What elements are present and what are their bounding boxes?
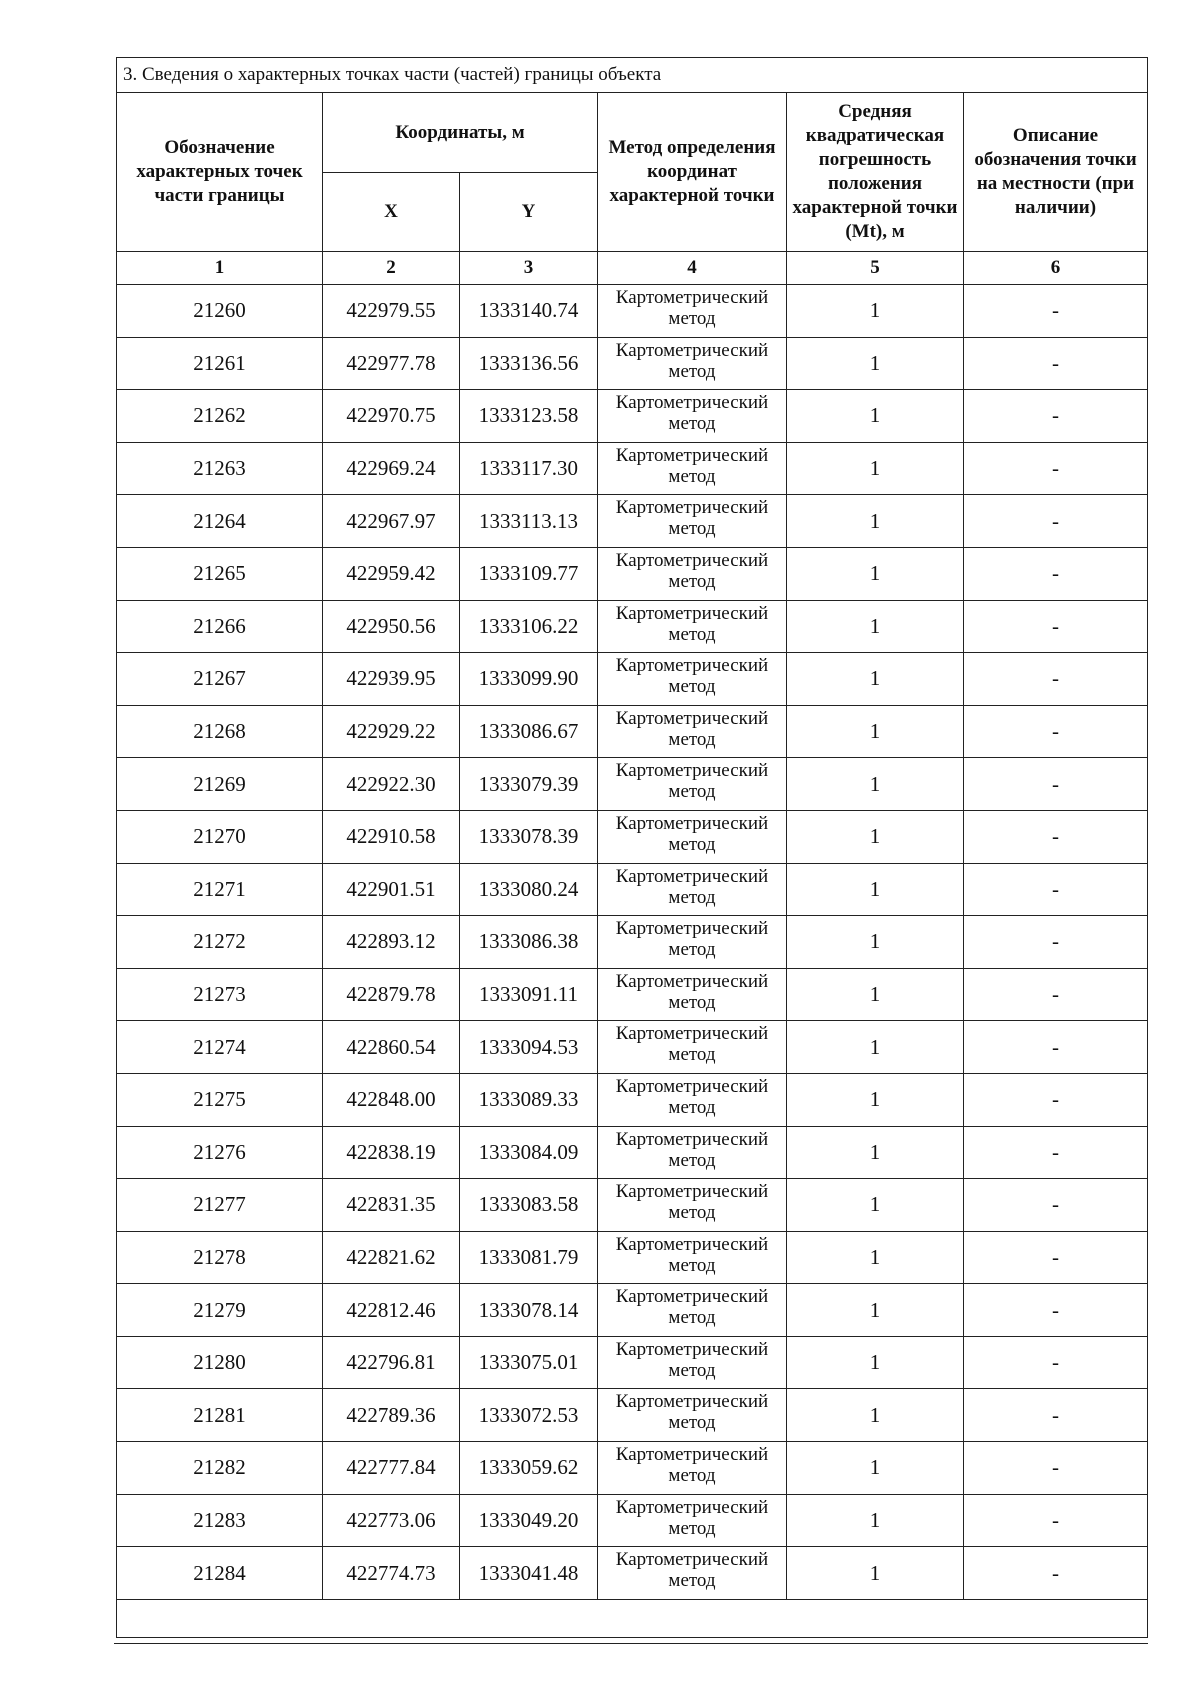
empty-footer-row (117, 1599, 1148, 1637)
table-body (117, 285, 1148, 1600)
coord-x-cell: 422967.97 (323, 495, 460, 548)
error-cell: 1 (787, 1494, 964, 1547)
point-id-cell: 21274 (117, 1021, 323, 1074)
method-cell: Картометрический метод (598, 337, 787, 390)
coord-y-cell: 1333059.62 (460, 1442, 598, 1495)
header-description: Описание обозначения точки на местности (при наличии) (964, 93, 1148, 252)
method-cell: Картометрический метод (598, 968, 787, 1021)
coord-y-cell: 1333078.39 (460, 810, 598, 863)
description-cell: - (964, 547, 1148, 600)
coord-x-cell: 422777.84 (323, 1442, 460, 1495)
coord-x-cell: 422910.58 (323, 810, 460, 863)
point-id-cell: 21267 (117, 653, 323, 706)
method-cell: Картометрический метод (598, 1389, 787, 1442)
error-cell: 1 (787, 968, 964, 1021)
method-cell: Картометрический метод (598, 810, 787, 863)
method-cell: Картометрический метод (598, 1442, 787, 1495)
header-method: Метод определения координат характерной точки (598, 93, 787, 252)
method-cell: Картометрический метод (598, 1073, 787, 1126)
coord-y-cell: 1333084.09 (460, 1126, 598, 1179)
point-id-cell: 21282 (117, 1442, 323, 1495)
method-cell: Картометрический метод (598, 442, 787, 495)
error-cell: 1 (787, 863, 964, 916)
coord-y-cell: 1333083.58 (460, 1179, 598, 1232)
description-cell: - (964, 1284, 1148, 1337)
method-cell: Картометрический метод (598, 1126, 787, 1179)
description-cell: - (964, 1021, 1148, 1074)
coord-x-cell: 422893.12 (323, 916, 460, 969)
coord-x-cell: 422950.56 (323, 600, 460, 653)
coord-x-cell: 422929.22 (323, 705, 460, 758)
header-y: Y (460, 173, 598, 252)
point-id-cell: 21273 (117, 968, 323, 1021)
error-cell: 1 (787, 810, 964, 863)
point-id-cell: 21280 (117, 1336, 323, 1389)
table-row (117, 600, 1148, 653)
bottom-rule (114, 1643, 1148, 1644)
method-cell: Картометрический метод (598, 1284, 787, 1337)
table-row (117, 916, 1148, 969)
table-row (117, 337, 1148, 390)
coord-y-cell: 1333079.39 (460, 758, 598, 811)
method-cell: Картометрический метод (598, 285, 787, 338)
coord-y-cell: 1333080.24 (460, 863, 598, 916)
method-cell: Картометрический метод (598, 1021, 787, 1074)
point-id-cell: 21260 (117, 285, 323, 338)
description-cell: - (964, 968, 1148, 1021)
point-id-cell: 21263 (117, 442, 323, 495)
coord-y-cell: 1333136.56 (460, 337, 598, 390)
column-numbers-row (117, 252, 1148, 285)
table-row (117, 863, 1148, 916)
error-cell: 1 (787, 916, 964, 969)
point-id-cell: 21283 (117, 1494, 323, 1547)
coord-y-cell: 1333117.30 (460, 442, 598, 495)
error-cell: 1 (787, 600, 964, 653)
point-id-cell: 21262 (117, 390, 323, 443)
column-number: 2 (323, 252, 460, 285)
error-cell: 1 (787, 653, 964, 706)
point-id-cell: 21264 (117, 495, 323, 548)
coord-x-cell: 422879.78 (323, 968, 460, 1021)
error-cell: 1 (787, 285, 964, 338)
table-row (117, 1179, 1148, 1232)
description-cell: - (964, 1073, 1148, 1126)
coord-x-cell: 422922.30 (323, 758, 460, 811)
error-cell: 1 (787, 1442, 964, 1495)
column-number: 5 (787, 252, 964, 285)
coord-x-cell: 422812.46 (323, 1284, 460, 1337)
coord-y-cell: 1333106.22 (460, 600, 598, 653)
point-id-cell: 21278 (117, 1231, 323, 1284)
error-cell: 1 (787, 758, 964, 811)
error-cell: 1 (787, 1126, 964, 1179)
header-x: X (323, 173, 460, 252)
table-row (117, 285, 1148, 338)
method-cell: Картометрический метод (598, 600, 787, 653)
table-row (117, 547, 1148, 600)
description-cell: - (964, 1442, 1148, 1495)
point-id-cell: 21281 (117, 1389, 323, 1442)
header-designation: Обозначение характерных точек части границы (117, 93, 323, 252)
coord-x-cell: 422959.42 (323, 547, 460, 600)
method-cell: Картометрический метод (598, 1231, 787, 1284)
table-row (117, 1021, 1148, 1074)
error-cell: 1 (787, 390, 964, 443)
description-cell: - (964, 705, 1148, 758)
point-id-cell: 21265 (117, 547, 323, 600)
description-cell: - (964, 495, 1148, 548)
method-cell: Картометрический метод (598, 495, 787, 548)
method-cell: Картометрический метод (598, 1547, 787, 1600)
method-cell: Картометрический метод (598, 1494, 787, 1547)
error-cell: 1 (787, 547, 964, 600)
coord-x-cell: 422939.95 (323, 653, 460, 706)
description-cell: - (964, 1547, 1148, 1600)
description-cell: - (964, 1389, 1148, 1442)
method-cell: Картометрический метод (598, 547, 787, 600)
coord-y-cell: 1333041.48 (460, 1547, 598, 1600)
description-cell: - (964, 1231, 1148, 1284)
coord-y-cell: 1333091.11 (460, 968, 598, 1021)
coord-x-cell: 422848.00 (323, 1073, 460, 1126)
table-row (117, 1547, 1148, 1600)
coord-x-cell: 422977.78 (323, 337, 460, 390)
method-cell: Картометрический метод (598, 758, 787, 811)
point-id-cell: 21269 (117, 758, 323, 811)
coord-y-cell: 1333089.33 (460, 1073, 598, 1126)
point-id-cell: 21261 (117, 337, 323, 390)
coord-x-cell: 422774.73 (323, 1547, 460, 1600)
table-row (117, 1442, 1148, 1495)
coord-x-cell: 422821.62 (323, 1231, 460, 1284)
point-id-cell: 21271 (117, 863, 323, 916)
error-cell: 1 (787, 1073, 964, 1126)
coord-y-cell: 1333109.77 (460, 547, 598, 600)
description-cell: - (964, 337, 1148, 390)
error-cell: 1 (787, 1021, 964, 1074)
description-cell: - (964, 285, 1148, 338)
coord-y-cell: 1333113.13 (460, 495, 598, 548)
method-cell: Картометрический метод (598, 1179, 787, 1232)
error-cell: 1 (787, 495, 964, 548)
description-cell: - (964, 442, 1148, 495)
coord-x-cell: 422831.35 (323, 1179, 460, 1232)
table-row (117, 758, 1148, 811)
description-cell: - (964, 916, 1148, 969)
description-cell: - (964, 1494, 1148, 1547)
point-id-cell: 21275 (117, 1073, 323, 1126)
table-row (117, 653, 1148, 706)
description-cell: - (964, 1336, 1148, 1389)
column-number: 4 (598, 252, 787, 285)
coord-y-cell: 1333072.53 (460, 1389, 598, 1442)
table-row (117, 1126, 1148, 1179)
coord-x-cell: 422979.55 (323, 285, 460, 338)
coord-x-cell: 422838.19 (323, 1126, 460, 1179)
description-cell: - (964, 600, 1148, 653)
description-cell: - (964, 758, 1148, 811)
error-cell: 1 (787, 442, 964, 495)
section-title: 3. Сведения о характерных точках части (частей) границы объекта (117, 58, 1148, 93)
error-cell: 1 (787, 1336, 964, 1389)
coord-y-cell: 1333086.38 (460, 916, 598, 969)
point-id-cell: 21272 (117, 916, 323, 969)
coord-x-cell: 422860.54 (323, 1021, 460, 1074)
coord-x-cell: 422970.75 (323, 390, 460, 443)
table-row (117, 1284, 1148, 1337)
table-row (117, 1073, 1148, 1126)
description-cell: - (964, 863, 1148, 916)
point-id-cell: 21277 (117, 1179, 323, 1232)
description-cell: - (964, 1126, 1148, 1179)
coord-x-cell: 422773.06 (323, 1494, 460, 1547)
point-id-cell: 21266 (117, 600, 323, 653)
method-cell: Картометрический метод (598, 653, 787, 706)
table-row (117, 810, 1148, 863)
description-cell: - (964, 1179, 1148, 1232)
table-row (117, 1336, 1148, 1389)
point-id-cell: 21279 (117, 1284, 323, 1337)
error-cell: 1 (787, 1179, 964, 1232)
coord-y-cell: 1333075.01 (460, 1336, 598, 1389)
header-error: Средняя квадратическая погрешность положения характерной точки (Mt), м (787, 93, 964, 252)
table-row (117, 1231, 1148, 1284)
coord-y-cell: 1333140.74 (460, 285, 598, 338)
boundary-points-table (116, 57, 1148, 1638)
error-cell: 1 (787, 1389, 964, 1442)
method-cell: Картометрический метод (598, 863, 787, 916)
column-number: 3 (460, 252, 598, 285)
error-cell: 1 (787, 1231, 964, 1284)
coord-y-cell: 1333078.14 (460, 1284, 598, 1337)
coord-x-cell: 422901.51 (323, 863, 460, 916)
document-page (116, 57, 1147, 1638)
coord-y-cell: 1333049.20 (460, 1494, 598, 1547)
column-number: 1 (117, 252, 323, 285)
error-cell: 1 (787, 1547, 964, 1600)
coord-x-cell: 422969.24 (323, 442, 460, 495)
point-id-cell: 21268 (117, 705, 323, 758)
coord-y-cell: 1333094.53 (460, 1021, 598, 1074)
table-row (117, 390, 1148, 443)
table-row (117, 705, 1148, 758)
table-row (117, 442, 1148, 495)
table-row (117, 968, 1148, 1021)
method-cell: Картометрический метод (598, 916, 787, 969)
method-cell: Картометрический метод (598, 705, 787, 758)
coord-y-cell: 1333081.79 (460, 1231, 598, 1284)
description-cell: - (964, 390, 1148, 443)
header-coordinates: Координаты, м (323, 93, 598, 173)
table-row (117, 1389, 1148, 1442)
error-cell: 1 (787, 1284, 964, 1337)
coord-x-cell: 422796.81 (323, 1336, 460, 1389)
description-cell: - (964, 810, 1148, 863)
description-cell: - (964, 653, 1148, 706)
coord-y-cell: 1333086.67 (460, 705, 598, 758)
point-id-cell: 21270 (117, 810, 323, 863)
coord-x-cell: 422789.36 (323, 1389, 460, 1442)
point-id-cell: 21284 (117, 1547, 323, 1600)
point-id-cell: 21276 (117, 1126, 323, 1179)
error-cell: 1 (787, 337, 964, 390)
coord-y-cell: 1333123.58 (460, 390, 598, 443)
coord-y-cell: 1333099.90 (460, 653, 598, 706)
error-cell: 1 (787, 705, 964, 758)
table-row (117, 495, 1148, 548)
table-row (117, 1494, 1148, 1547)
column-number: 6 (964, 252, 1148, 285)
method-cell: Картометрический метод (598, 390, 787, 443)
method-cell: Картометрический метод (598, 1336, 787, 1389)
